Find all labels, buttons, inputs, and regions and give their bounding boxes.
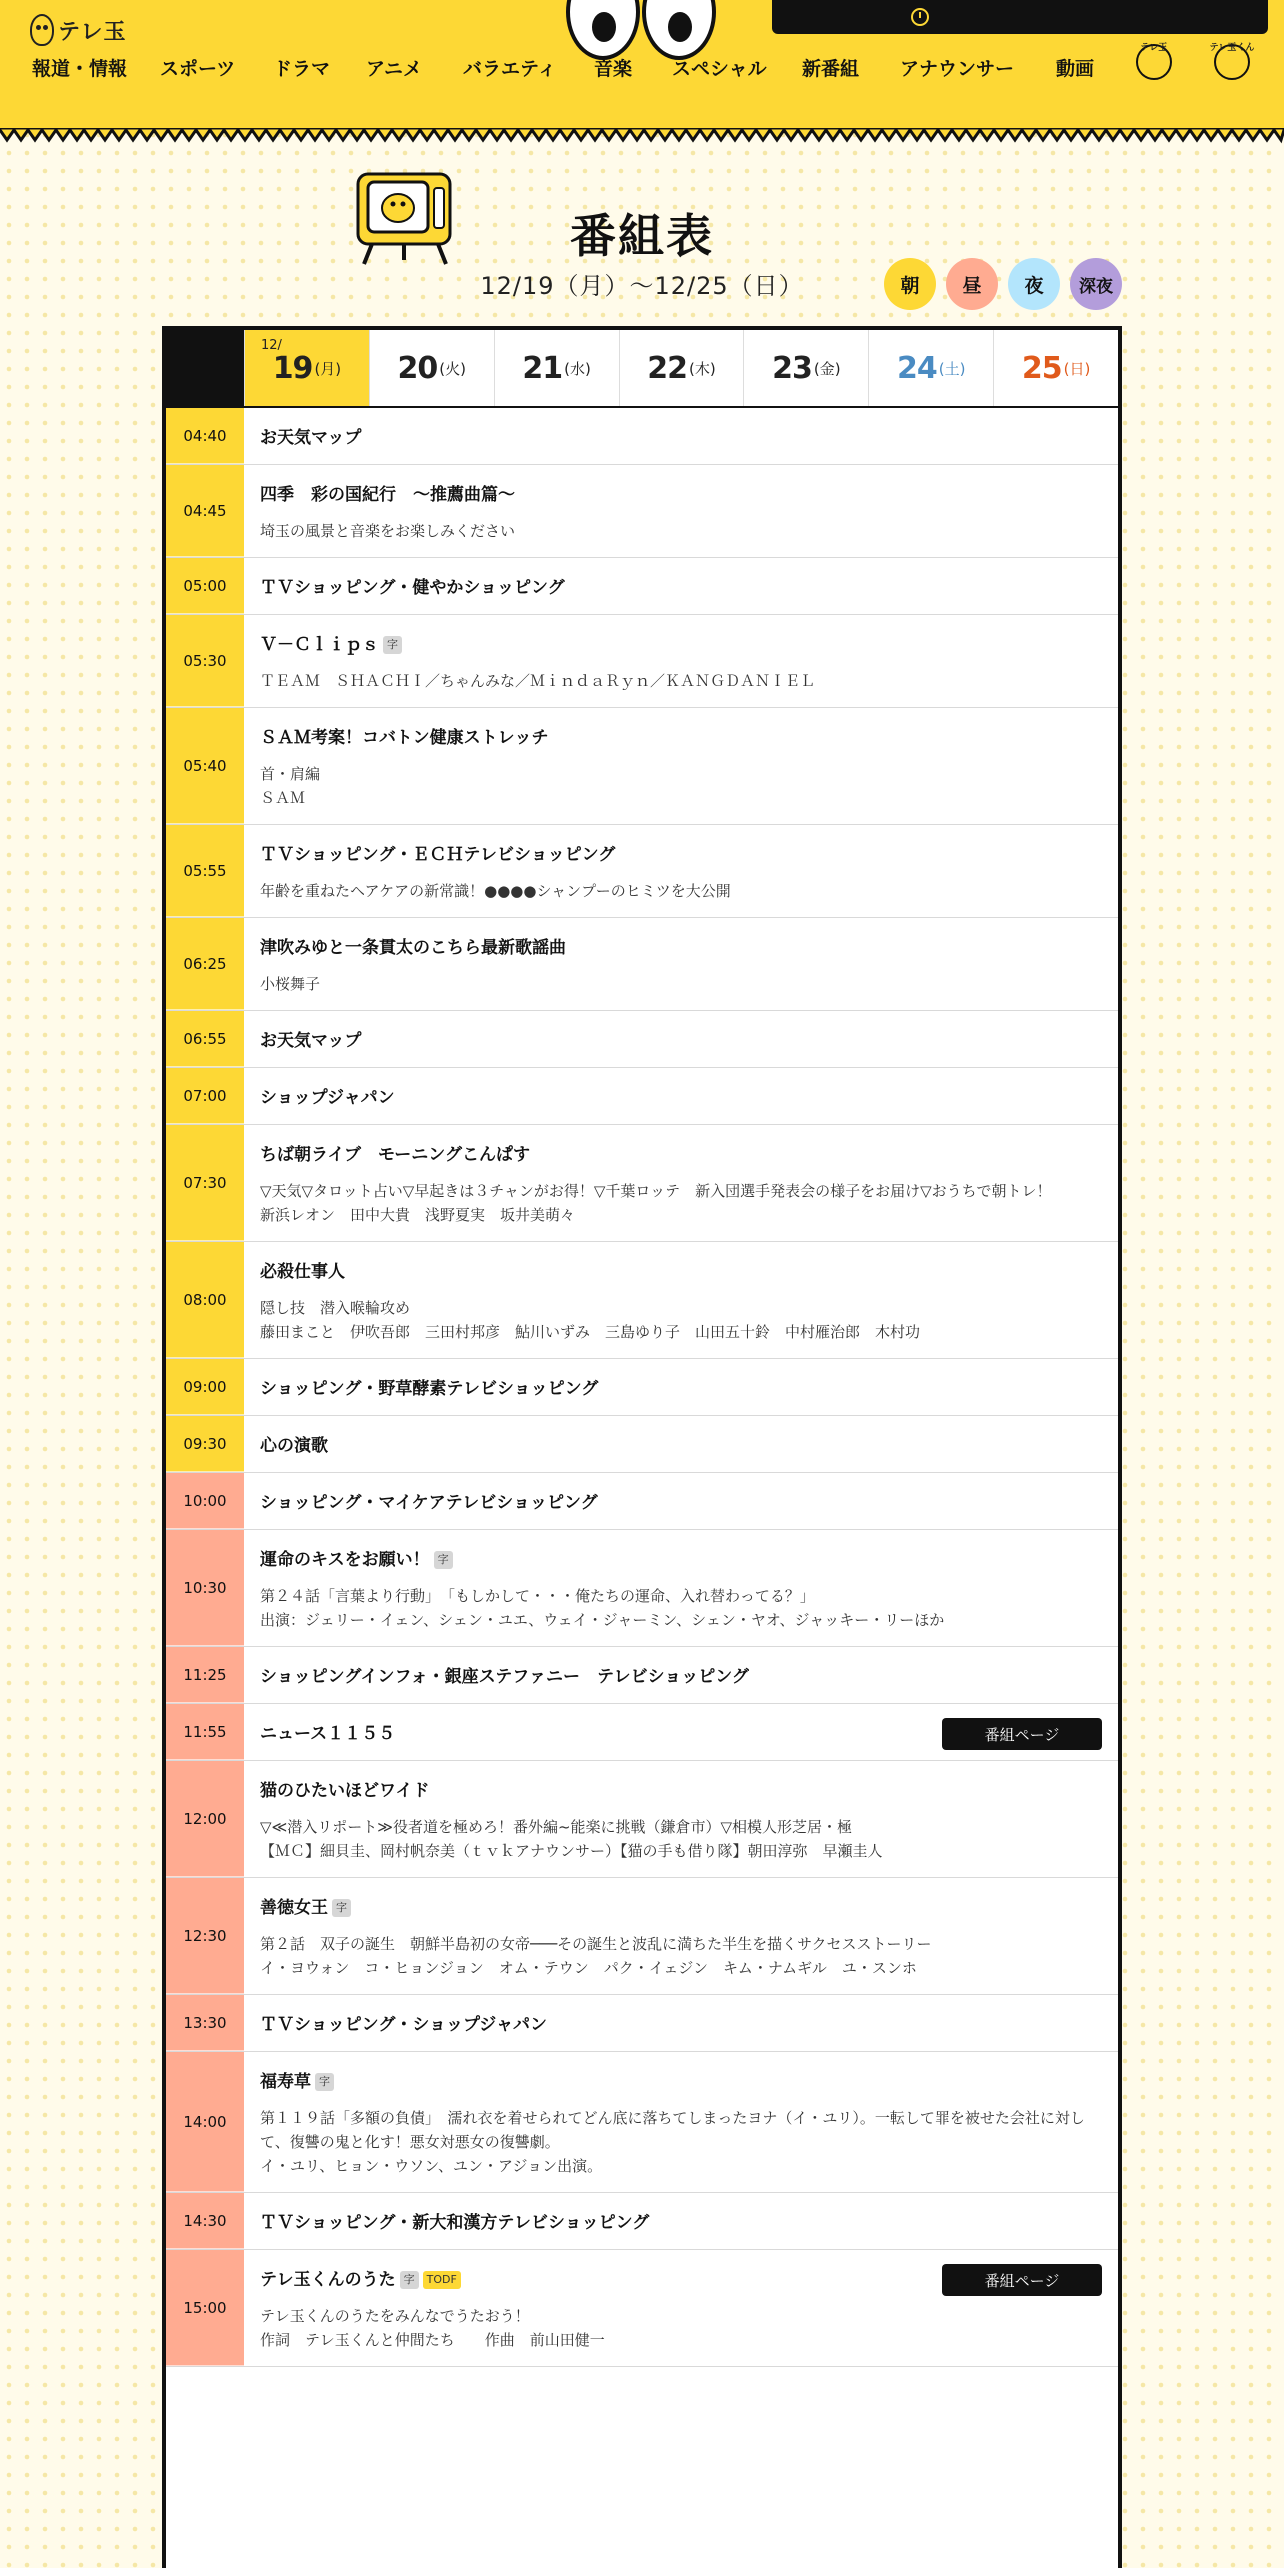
program-row[interactable]	[166, 615, 1118, 708]
program-title-row	[260, 1377, 1102, 1401]
nav-drama[interactable]: ドラマ	[273, 58, 331, 80]
program-description-line: 首・肩編	[260, 765, 321, 783]
program-title[interactable]: ＴＶショッピング・健やかショッピング	[260, 578, 565, 598]
program-title[interactable]: ショップジャパン	[260, 1088, 395, 1108]
day-tab-date: 22	[647, 350, 688, 386]
program-row[interactable]	[166, 1530, 1118, 1647]
program-time: 12:30	[166, 1878, 244, 1994]
program-title[interactable]: 善徳女王	[260, 1898, 328, 1918]
program-title[interactable]: 猫のひたいほどワイド	[260, 1781, 430, 1801]
program-row[interactable]	[166, 2193, 1118, 2250]
program-row[interactable]	[166, 408, 1118, 465]
program-title-row	[260, 726, 1102, 750]
telegyoku-kun-button[interactable]	[1209, 40, 1255, 86]
program-title[interactable]: ショッピング・野草酵素テレビショッピング	[260, 1379, 599, 1399]
program-body	[244, 1242, 1118, 1358]
day-tab-weekday: (日)	[1063, 359, 1091, 378]
program-title[interactable]: ＳＡＭ考案！コバトン健康ストレッチ	[260, 728, 549, 748]
program-badge: 字	[332, 1899, 351, 1917]
time-of-day-buttons	[884, 258, 1122, 310]
clock-bar	[772, 0, 1268, 34]
program-description-line: ▽≪潜入リポート≫役者道を極めろ！番外編~能楽に挑戦（鎌倉市）▽相模人形芝居・極	[260, 1818, 853, 1836]
program-body	[244, 918, 1118, 1010]
program-description	[260, 762, 1102, 810]
morning-button[interactable]: 朝	[884, 258, 936, 310]
date-range: 12/19（月）〜12/25（日）	[480, 272, 804, 300]
program-row[interactable]	[166, 1011, 1118, 1068]
site-header	[0, 0, 1284, 130]
program-row[interactable]	[166, 1416, 1118, 1473]
program-title-row	[260, 1029, 1102, 1053]
program-time: 14:00	[166, 2052, 244, 2192]
program-title[interactable]: Ｖ－Ｃｌｉｐｓ	[260, 635, 379, 655]
day-tab[interactable]	[743, 330, 868, 406]
program-body	[244, 1011, 1118, 1067]
program-description	[260, 1932, 1102, 1980]
program-title[interactable]: ニュース１１５５	[260, 1724, 396, 1744]
program-description-line: 小桜舞子	[260, 975, 321, 993]
day-tab-weekday: (火)	[439, 359, 467, 378]
program-row[interactable]	[166, 2250, 1118, 2367]
program-title[interactable]: 運命のキスをお願い！	[260, 1550, 430, 1570]
day-tab-month: 12/	[261, 338, 282, 353]
nav-anime[interactable]: アニメ	[366, 58, 423, 80]
program-description-line: 新浜レオン 田中大貴 浅野夏実 坂井美萌々	[260, 1206, 576, 1224]
program-row[interactable]	[166, 1125, 1118, 1242]
program-title-row	[260, 1779, 1102, 1803]
day-tabs-corner	[166, 330, 244, 406]
day-tab-weekday: (月)	[314, 359, 342, 378]
program-title[interactable]: 四季 彩の国紀行 ～推薦曲篇～	[260, 485, 515, 505]
day-tab[interactable]	[494, 330, 619, 406]
day-tab-weekday: (水)	[564, 359, 591, 378]
program-row[interactable]	[166, 1473, 1118, 1530]
program-description-line: 第２話 双子の誕生 朝鮮半島初の女帝───その誕生と波乱に満ちた半生を描くサクセスストーリー	[260, 1935, 932, 1953]
program-row[interactable]	[166, 825, 1118, 918]
program-row[interactable]	[166, 1242, 1118, 1359]
program-description-line: 藤田まこと 伊吹吾郎 三田村邦彦 鮎川いずみ 三島ゆり子 山田五十鈴 中村雁治郎 木村功	[260, 1323, 921, 1341]
program-description	[260, 1584, 1102, 1632]
nav-new-programs[interactable]: 新番組	[802, 58, 860, 80]
program-page-button[interactable]: 番組ページ	[942, 1718, 1102, 1750]
program-time: 05:00	[166, 558, 244, 614]
program-body	[244, 1995, 1118, 2051]
day-tab-weekday: (木)	[689, 359, 716, 378]
program-time: 04:40	[166, 408, 244, 464]
program-row[interactable]	[166, 1647, 1118, 1704]
program-time: 11:55	[166, 1704, 244, 1760]
program-description-line: ▽天気▽タロット占い▽早起きは３チャンがお得！▽千葉ロッテ 新入団選手発表会の様子をお届け▽おうちで朝トレ！	[260, 1182, 1052, 1200]
program-row[interactable]	[166, 1359, 1118, 1416]
site-logo[interactable]	[30, 14, 127, 46]
program-title-row	[260, 2211, 1102, 2235]
program-title-row	[260, 483, 1102, 507]
program-time: 10:00	[166, 1473, 244, 1529]
program-description	[260, 972, 1102, 996]
day-tab-date: 20	[397, 350, 438, 386]
program-badge: 字	[400, 2271, 419, 2289]
program-body	[244, 1359, 1118, 1415]
program-description	[260, 1815, 1102, 1863]
program-body	[244, 825, 1118, 917]
program-title[interactable]: ＴＶショッピング・ショップジャパン	[260, 2015, 547, 2035]
program-description-line: 埼玉の風景と音楽をお楽しみください	[260, 522, 516, 540]
mascot-logo-icon	[30, 14, 54, 46]
program-title[interactable]: お天気マップ	[260, 428, 362, 448]
program-time: 11:25	[166, 1647, 244, 1703]
program-time: 08:00	[166, 1242, 244, 1358]
program-row[interactable]	[166, 1878, 1118, 1995]
left-eye	[566, 0, 640, 60]
program-description-line: 隠し技 潜入喉輪攻め	[260, 1299, 411, 1317]
tv-mascot-icon	[352, 168, 458, 268]
program-time: 05:55	[166, 825, 244, 917]
program-title-row	[260, 576, 1102, 600]
program-description-line: イ・ヨウォン コ・ヒョンジョン オム・テウン パク・イェジン キム・ナムギル ユ・スンホ	[260, 1959, 917, 1977]
day-tab[interactable]	[619, 330, 744, 406]
program-body	[244, 558, 1118, 614]
program-title[interactable]: お天気マップ	[260, 1031, 362, 1051]
program-row[interactable]	[166, 1995, 1118, 2052]
program-description-line: 【ＭＣ】細貝圭、岡村帆奈美（ｔｖｋアナウンサー）【猫の手も借り隊】朝田淳弥 早瀬圭人	[260, 1842, 883, 1860]
program-badge: 字	[383, 636, 402, 654]
program-description	[260, 1296, 1102, 1344]
program-body	[244, 1125, 1118, 1241]
program-time: 09:30	[166, 1416, 244, 1472]
program-title-row	[260, 2013, 1102, 2037]
program-description	[260, 519, 1102, 543]
program-row[interactable]	[166, 558, 1118, 615]
program-description	[260, 879, 1102, 903]
program-body	[244, 615, 1118, 707]
program-time: 05:40	[166, 708, 244, 824]
program-description-line: 第１１９話「多額の負債」 濡れ衣を着せられてどん底に落ちてしまったヨナ（イ・ユリ）。一転して罪を被せた会社に対して、復讐の鬼と化す！悪女対悪女の復讐劇。	[260, 2109, 1085, 2151]
program-time: 07:00	[166, 1068, 244, 1124]
telegyoku-channel-button[interactable]	[1135, 40, 1173, 86]
program-body	[244, 2193, 1118, 2249]
program-description-line: テレ玉くんのうたをみんなでうたおう！	[260, 2307, 530, 2325]
nav-music[interactable]: 音楽	[594, 58, 633, 80]
program-body	[244, 1530, 1118, 1646]
daytime-button[interactable]: 昼	[946, 258, 998, 310]
program-body	[244, 1647, 1118, 1703]
program-time: 09:00	[166, 1359, 244, 1415]
program-row[interactable]	[166, 1068, 1118, 1125]
program-description-line: ＴＥＡＭ ＳＨＡＣＨＩ／ちゃんみな／ＭｉｎｄａＲｙｎ／ＫＡＮＧＤＡＮＩＥＬ	[260, 672, 816, 690]
program-title-row	[260, 843, 1102, 867]
logo-text: テレ玉	[58, 19, 127, 45]
program-time: 06:25	[166, 918, 244, 1010]
nav-news[interactable]: 報道・情報	[32, 58, 128, 80]
program-title-row	[260, 2070, 1102, 2094]
day-tab[interactable]	[369, 330, 494, 406]
program-body	[244, 1473, 1118, 1529]
program-row[interactable]	[166, 465, 1118, 558]
program-list	[166, 408, 1118, 2367]
day-tabs	[166, 330, 1118, 408]
nav-special[interactable]: スペシャル	[672, 58, 767, 80]
program-description-line: 第２４話「言葉より行動」 「もしかして・・・俺たちの運命、入れ替わってる？」	[260, 1587, 815, 1605]
program-row[interactable]	[166, 1704, 1118, 1761]
program-title-row	[260, 1548, 1102, 1572]
program-body	[244, 465, 1118, 557]
program-title[interactable]: ＴＶショッピング・新大和漢方テレビショッピング	[260, 2213, 650, 2233]
program-badge: TODF	[423, 2271, 461, 2289]
program-title[interactable]: テレ玉くんのうた	[260, 2270, 396, 2290]
program-time: 10:30	[166, 1530, 244, 1646]
program-description-line: イ・ユリ、ヒョン・ウソン、ユン・アジョン出演。	[260, 2157, 603, 2175]
program-body	[244, 1878, 1118, 1994]
program-time: 15:00	[166, 2250, 244, 2366]
day-tab-date: 24	[896, 350, 937, 386]
mascot-button-caption: テレ玉	[1140, 43, 1168, 53]
program-title-row	[260, 633, 1102, 657]
clock-icon	[911, 8, 929, 26]
day-tab-weekday: (金)	[813, 359, 841, 378]
program-title[interactable]: ＴＶショッピング・ＥＣＨテレビショッピング	[260, 845, 616, 865]
program-title-row	[260, 1086, 1102, 1110]
program-description-line: 作詞 テレ玉くんと仲間たち 作曲 前山田健一	[260, 2331, 605, 2349]
program-title[interactable]: 福寿草	[260, 2072, 311, 2092]
nav-sports[interactable]: スポーツ	[160, 58, 236, 80]
program-row[interactable]	[166, 1761, 1118, 1878]
program-title-row	[260, 1260, 1102, 1284]
program-time: 13:30	[166, 1995, 244, 2051]
program-time: 14:30	[166, 2193, 244, 2249]
header-zigzag-edge	[0, 128, 1284, 148]
program-title-row	[260, 1491, 1102, 1515]
program-body	[244, 708, 1118, 824]
program-description	[260, 2304, 1102, 2352]
mascot-button-caption: テレ玉くん	[1209, 43, 1255, 53]
nav-announcer[interactable]: アナウンサー	[900, 58, 1015, 80]
program-title[interactable]: 心の演歌	[260, 1436, 328, 1456]
main-nav	[0, 54, 1284, 84]
program-title[interactable]: 必殺仕事人	[260, 1262, 345, 1282]
day-tab[interactable]	[244, 330, 369, 406]
program-title-row	[260, 1143, 1102, 1167]
day-tab-date: 25	[1021, 350, 1062, 386]
nav-variety[interactable]: バラエティ	[463, 58, 557, 80]
program-description	[260, 1179, 1102, 1227]
program-row[interactable]	[166, 2052, 1118, 2193]
program-body	[244, 1416, 1118, 1472]
day-tab[interactable]	[993, 330, 1118, 406]
program-description	[260, 2106, 1102, 2178]
program-description-line: ＳＡＭ	[260, 789, 306, 807]
program-description-line: 出演：ジェリー・イェン、シェン・ユエ、ウェイ・ジャーミン、シェン・ヤオ、ジャッキー・リーほか	[260, 1611, 945, 1629]
page-title: 番組表	[570, 209, 714, 263]
program-description	[260, 669, 1102, 693]
program-body	[244, 1761, 1118, 1877]
day-tab-weekday: (土)	[938, 359, 966, 378]
program-title-row	[260, 1434, 1102, 1458]
day-tab[interactable]	[868, 330, 993, 406]
program-body	[244, 2052, 1118, 2192]
program-title-row	[260, 1665, 1102, 1689]
program-schedule	[162, 326, 1122, 2568]
program-time: 12:00	[166, 1761, 244, 1877]
evening-button[interactable]: 夜	[1008, 258, 1060, 310]
right-eye	[642, 0, 716, 60]
late-night-button[interactable]: 深夜	[1070, 258, 1122, 310]
day-tab-date: 21	[522, 350, 563, 386]
program-body	[244, 1068, 1118, 1124]
program-title-row	[260, 936, 1102, 960]
program-title[interactable]: 津吹みゆと一条貫太のこちら最新歌謡曲	[260, 938, 566, 958]
program-time: 04:45	[166, 465, 244, 557]
day-tab-date: 19	[272, 350, 313, 386]
program-page-button[interactable]: 番組ページ	[942, 2264, 1102, 2296]
program-row[interactable]	[166, 708, 1118, 825]
mascot-eyes	[566, 0, 716, 60]
program-title[interactable]: ちば朝ライブ モーニングこんぱす	[260, 1145, 530, 1165]
day-tab-date: 23	[772, 350, 812, 386]
program-time: 05:30	[166, 615, 244, 707]
program-body	[244, 408, 1118, 464]
program-row[interactable]	[166, 918, 1118, 1011]
program-title-row	[260, 1896, 1102, 1920]
nav-video[interactable]: 動画	[1056, 58, 1095, 80]
program-time: 06:55	[166, 1011, 244, 1067]
program-badge: 字	[434, 1551, 453, 1569]
program-badge: 字	[315, 2073, 334, 2091]
program-title[interactable]: ショッピング・マイケアテレビショッピング	[260, 1493, 598, 1513]
program-title-row	[260, 426, 1102, 450]
program-time: 07:30	[166, 1125, 244, 1241]
program-title[interactable]: ショッピングインフォ・銀座ステファニー テレビショッピング	[260, 1667, 749, 1687]
program-description-line: 年齢を重ねたヘアケアの新常識！●●●●シャンプーのヒミツを大公開	[260, 882, 731, 900]
